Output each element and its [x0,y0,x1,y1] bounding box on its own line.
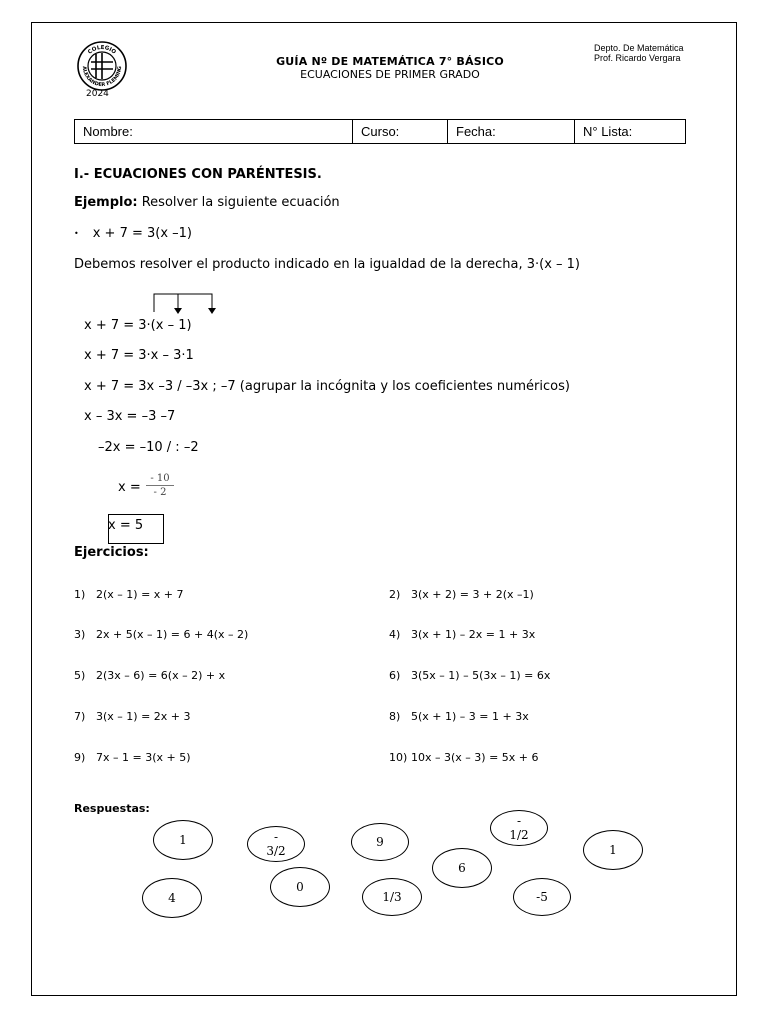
distribution-arrows-icon [148,292,220,316]
explanation-text: Debemos resolver el producto indicado en la igualdad de la derecha, 3·(x – 1) [74,257,580,272]
svg-text:ALEXANDER FLEMING: ALEXANDER FLEMING [80,65,124,89]
exercise-number: 2) [389,588,401,601]
exercise-equation: 2(3x – 6) = 6(x – 2) + x [96,669,226,682]
exercise-equation: 2x + 5(x – 1) = 6 + 4(x – 2) [96,628,249,641]
svg-text:COLEGIO: COLEGIO [87,44,117,56]
course-field[interactable]: Curso: [353,120,448,144]
exercise-item [74,751,191,764]
example-text: Resolver la siguiente ecuación [137,195,340,210]
department-label: Depto. De Matemática [594,43,684,53]
answer-oval: 1 [153,820,213,860]
exercise-number: 10) [389,751,408,764]
step-1: x + 7 = 3·(x – 1) [84,318,192,333]
answer-oval: -5 [513,878,571,916]
fraction-denominator: - 2 [153,487,167,498]
step-3: x + 7 = 3x –3 / –3x ; –7 (agrupar la incógnita y los coeficientes numéricos) [84,379,570,394]
answer-oval: 6 [432,848,492,888]
fraction [146,473,174,498]
exercise-equation: 3(x + 2) = 3 + 2(x –1) [411,588,534,601]
exercise-equation: 3(5x – 1) – 5(3x – 1) = 6x [411,669,551,682]
exercise-item [74,628,248,641]
answer-oval: 4 [142,878,202,918]
exercise-item [74,710,191,723]
exercise-equation: 7x – 1 = 3(x + 5) [96,751,191,764]
list-number-field[interactable]: N° Lista: [575,120,686,144]
exercise-item [74,588,184,601]
exercise-equation: 2(x – 1) = x + 7 [96,588,184,601]
student-info-table [74,119,686,144]
answer-oval: - 3/2 [247,826,305,862]
exercise-equation: 3(x – 1) = 2x + 3 [96,710,191,723]
exercise-number: 3) [74,628,86,641]
exercise-item [389,628,535,641]
exercise-number: 1) [74,588,86,601]
example-line [74,195,340,210]
result-text: x = 5 [108,518,144,533]
answer-oval: 9 [351,823,409,861]
example-equation: x + 7 = 3(x –1) [92,226,193,241]
step-4: x – 3x = –3 –7 [84,409,176,424]
answer-oval: 1/3 [362,878,422,916]
answer-oval: 1 [583,830,643,870]
exercise-item [389,751,539,764]
teacher-label: Prof. Ricardo Vergara [594,53,681,63]
exercise-equation: 3(x + 1) – 2x = 1 + 3x [411,628,536,641]
exercise-number: 9) [74,751,86,764]
exercise-equation: 10x – 3(x – 3) = 5x + 6 [411,751,539,764]
exercise-number: 8) [389,710,401,723]
exercises-title: Ejercicios: [74,545,149,560]
worksheet-title: GUÍA Nº DE MATEMÁTICA 7° BÁSICO [276,55,504,68]
exercise-number: 4) [389,628,401,641]
exercise-item [389,669,550,682]
section-title: I.- ECUACIONES CON PARÉNTESIS. [74,167,322,182]
example-label: Ejemplo: [74,195,138,210]
worksheet-subtitle: ECUACIONES DE PRIMER GRADO [300,68,480,81]
exercise-number: 5) [74,669,86,682]
step-5: –2x = –10 / : –2 [98,440,199,455]
answer-oval: 0 [270,867,330,907]
exercise-item [389,710,529,723]
answer-oval: - 1/2 [490,810,548,846]
year-label: 2024 [86,89,109,99]
name-field[interactable]: Nombre: [75,120,353,144]
exercise-item [74,669,225,682]
answers-title: Respuestas: [74,802,150,815]
date-field[interactable]: Fecha: [448,120,575,144]
exercise-number: 7) [74,710,86,723]
example-equation-line [74,226,192,241]
fraction-numerator: - 10 [150,473,170,484]
bullet: • [74,229,79,238]
exercise-number: 6) [389,669,401,682]
step-6-lhs: x = [118,480,141,495]
step-2: x + 7 = 3·x – 3·1 [84,348,194,363]
exercise-item [389,588,534,601]
school-logo-icon [76,40,128,92]
exercise-equation: 5(x + 1) – 3 = 1 + 3x [411,710,529,723]
